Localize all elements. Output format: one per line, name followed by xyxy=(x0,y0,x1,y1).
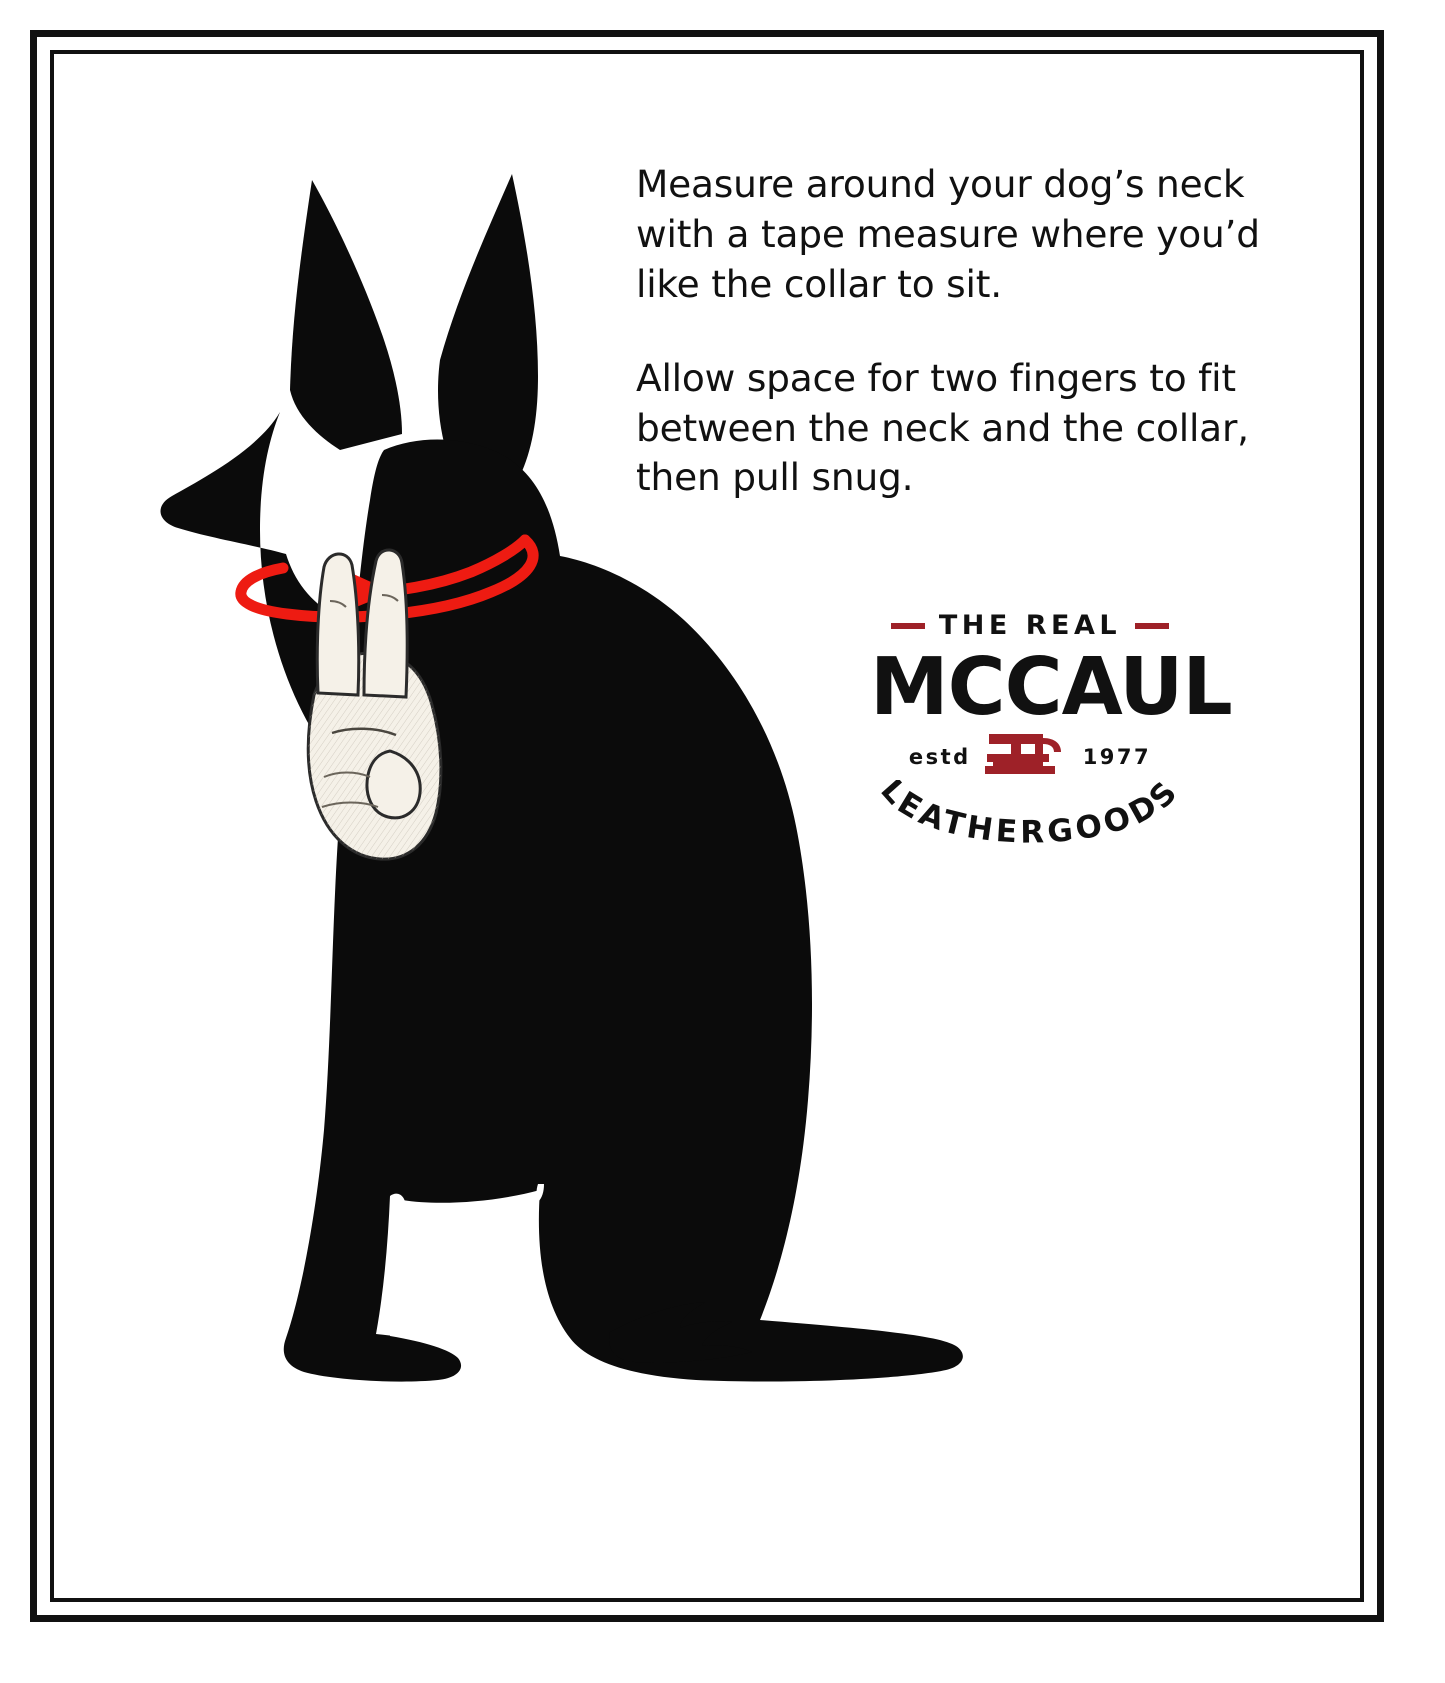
instruction-line-1: Measure around your dog’s neck with a tape measure where you’d like the collar to sit. xyxy=(636,162,1260,306)
logo-rule-right xyxy=(1135,623,1169,629)
logo-arc-wrap xyxy=(870,780,1190,872)
logo-estd-label: estd xyxy=(908,744,971,769)
logo-middle-row xyxy=(870,732,1190,782)
logo-year: 1977 xyxy=(1082,744,1152,769)
logo-top-text: THE REAL xyxy=(938,610,1122,641)
instructions-block xyxy=(636,160,1296,503)
two-fingers-hand xyxy=(272,545,472,885)
logo-rule-left xyxy=(891,623,925,629)
sewing-machine-icon xyxy=(985,732,1069,782)
logo-brand-name: MCCAUL xyxy=(870,641,1232,733)
logo-arc-text: LEATHERGOODS xyxy=(873,779,1187,851)
instruction-line-2: Allow space for two fingers to fit between the neck and the collar, then pull snug. xyxy=(636,355,1249,500)
logo-top-row xyxy=(870,610,1190,641)
brand-logo xyxy=(870,610,1232,900)
